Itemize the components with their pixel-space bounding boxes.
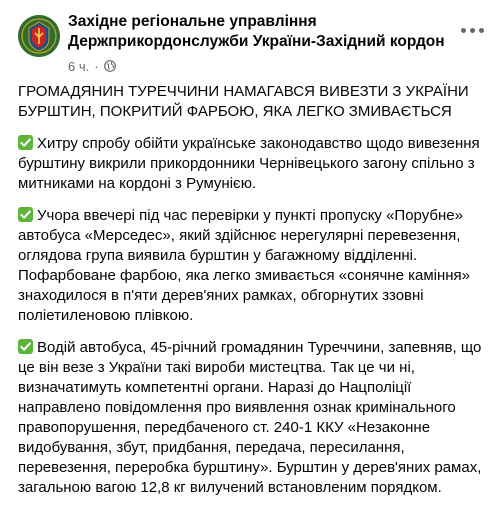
- post-paragraph: [18, 206, 490, 326]
- check-mark-icon: [18, 339, 33, 354]
- paragraph-text: Учора ввечері під час перевірки у пункті пропуску «Порубне» автобуса «Мерседес», який здійснює нерегулярні перевезення, оглядова група виявила бурштин у багажному відділенні. Пофарбоване фарбою, яка легко змивається «сонячне каміння» знаходилося в п'яти дерев'яних рамках, обгорнутих ззовні поліетиленовою плівкою.: [18, 207, 471, 324]
- post-paragraph: [18, 338, 490, 498]
- check-mark-icon: [18, 207, 33, 222]
- meta-separator: ·: [94, 58, 99, 74]
- paragraph-text: Хитру спробу обійти українське законодавство щодо вивезення бурштину викрили прикордонники Чернівецького загону спільно з митниками на кордоні з Румунією.: [18, 135, 480, 192]
- check-mark-icon: [18, 135, 33, 150]
- page-avatar[interactable]: [18, 15, 60, 57]
- more-options-icon[interactable]: [458, 20, 486, 40]
- border-guard-emblem-icon: [18, 15, 60, 57]
- paragraph-text: Водій автобуса, 45-річний громадянин Туреччини, запевняв, що це він везе з України такі вироби мистецтва. Так це чи ні, визначатимуть компетентні органи. Наразі до Нацполіції направлено повідомлення про виявлення ознак кримінального правопорушення, передбаченого ст. 240-1 ККУ «Незаконне видобування, збут, придбання, передача, пересилання, перевезення, переробка бурштину». Бурштин у дерев'яних рамах, загальною вагою 12,8 кг вилучений встановленим порядком.: [18, 339, 482, 496]
- globe-icon: [104, 60, 116, 72]
- post-body: [18, 82, 490, 510]
- post-meta: [68, 58, 116, 74]
- post-timestamp[interactable]: 6 ч.: [68, 58, 90, 74]
- post-title: ГРОМАДЯНИН ТУРЕЧЧИНИ НАМАГАВСЯ ВИВЕЗТИ З УКРАЇНИ БУРШТИН, ПОКРИТИЙ ФАРБОЮ, ЯКА ЛЕГКО ЗМИВАЄТЬСЯ: [18, 83, 469, 120]
- page-name-link[interactable]: Західне регіональне управління Держприкордонслужби України-Західний кордон: [68, 13, 445, 50]
- post-paragraph: [18, 134, 490, 194]
- post-header: [18, 12, 488, 74]
